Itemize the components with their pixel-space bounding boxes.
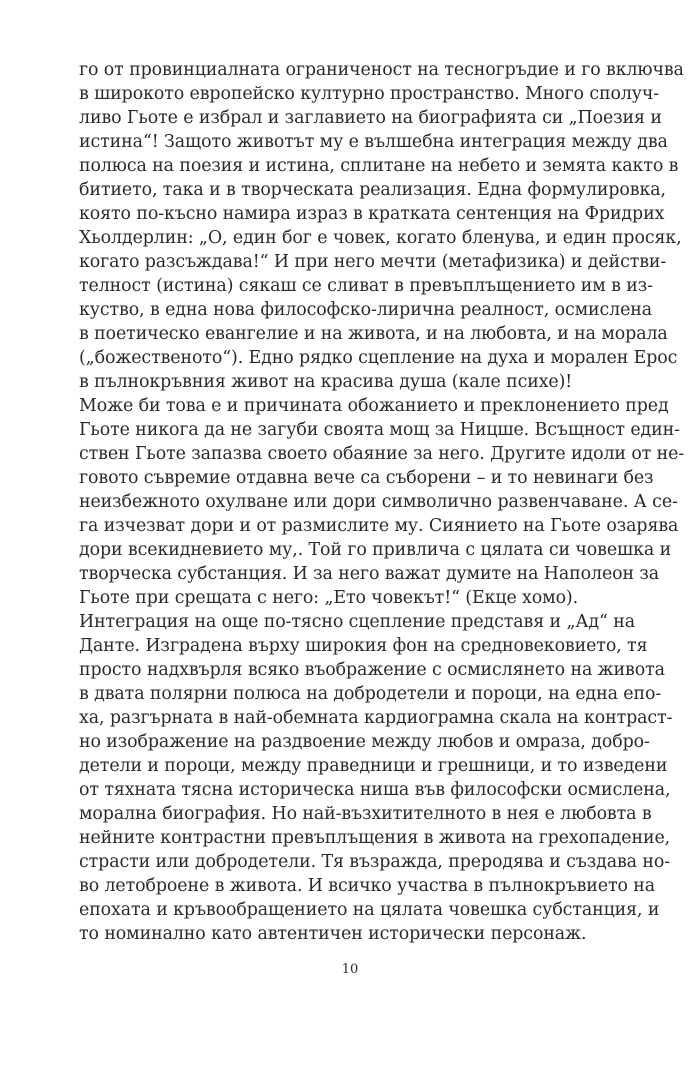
text-line: морална биография. Но най-възхитителното в нея е любовта в bbox=[79, 804, 652, 824]
paragraph-end-line: Гьоте при срещата с него: „Ето човекът!“ (Екце хомо). bbox=[79, 588, 579, 608]
text-line: която по-късно намира израз в кратката сентенция на Фридрих bbox=[79, 204, 665, 224]
text-line: во летоброене в живота. И всичко участва в пълнокръвието на bbox=[79, 876, 656, 896]
paragraph-end-line: в пълнокръвния живот на красива душа (кале психе)! bbox=[79, 372, 573, 392]
text-line: Хьолдерлин: „О, един бог е човек, когато бленува, и един просяк, bbox=[79, 228, 682, 248]
text-line: телност (истина) сякаш се сливат в превъплъщението им в из- bbox=[79, 276, 653, 296]
text-line: говото съвремие отдавна вече са съборени – и то невинаги без bbox=[79, 468, 654, 488]
text-line: битието, така и в творческата реализация. Една формулировка, bbox=[79, 180, 666, 200]
text-line: ливо Гьоте е избрал и заглавието на биографията си „Поезия и bbox=[79, 108, 662, 128]
text-line: ствен Гьоте запазва своето обаяние за него. Другите идоли от не- bbox=[79, 444, 685, 464]
text-line: истина“! Защото животът му е вълшебна интеграция между два bbox=[79, 132, 668, 152]
text-line: но изображение на раздвоение между любов и омраза, добро- bbox=[79, 732, 650, 752]
text-line: („божественото“). Едно рядко сцепление на духа и морален Ерос bbox=[79, 348, 678, 368]
text-line: в двата полярни полюса на добродетели и пороци, на една епо- bbox=[79, 684, 662, 704]
text-line: от тяхната тясна историческа ниша във философски осмислена, bbox=[79, 780, 671, 800]
text-line: дори всекидневието му,. Той го привлича с цялата си човешка и bbox=[79, 540, 672, 560]
text-line: Данте. Изградена върху широкия фон на средновековието, тя bbox=[79, 636, 648, 656]
text-line: Може би това е и причината обожанието и преклонението пред bbox=[79, 396, 669, 416]
text-line: го от провинциалната ограниченост на тесногръдие и го включва bbox=[79, 60, 684, 80]
text-line: куство, в една нова философско-лирична реалност, осмислена bbox=[79, 300, 653, 320]
text-block bbox=[79, 58, 685, 946]
page-number: 10 bbox=[341, 962, 359, 977]
paragraph-end-line: то номинално като автентичен исторически персонаж. bbox=[79, 924, 587, 944]
text-line: га изчезват дори и от размислите му. Сиянието на Гьоте озарява bbox=[79, 516, 679, 536]
text-line: ха, разгърната в най-обемната кардиограмна скала на контраст- bbox=[79, 708, 673, 728]
text-line: в поетическо евангелие и на живота, и на любовта, и на морала bbox=[79, 324, 668, 344]
text-line: детели и пороци, между праведници и грешници, и то изведени bbox=[79, 756, 668, 776]
text-line: страсти или добродетели. Тя възражда, преродява и създава но- bbox=[79, 852, 671, 872]
text-line: творческа субстанция. И за него важат думите на Наполеон за bbox=[79, 564, 660, 584]
text-line: полюса на поезия и истина, сплитане на небето и земята както в bbox=[79, 156, 679, 176]
text-line: Гьоте никога да не загуби своята мощ за Ницше. Всъщност един- bbox=[79, 420, 680, 440]
text-line: когато разсъждава!“ И при него мечти (метафизика) и действи- bbox=[79, 252, 667, 272]
text-line: просто надхвърля всяко въображение с осмислянето на живота bbox=[79, 660, 665, 680]
text-line: епохата и кръвообращението на цялата човешка субстанция, и bbox=[79, 900, 660, 920]
text-line: неизбежното охулване или дори символично развенчаване. А се- bbox=[79, 492, 678, 512]
text-line: нейните контрастни превъплъщения в живота на грехопадение, bbox=[79, 828, 671, 848]
text-line: Интеграция на още по-тясно сцепление представя и „Ад“ на bbox=[79, 612, 636, 632]
text-line: в широкото европейско културно пространство. Много сполуч- bbox=[79, 84, 660, 104]
